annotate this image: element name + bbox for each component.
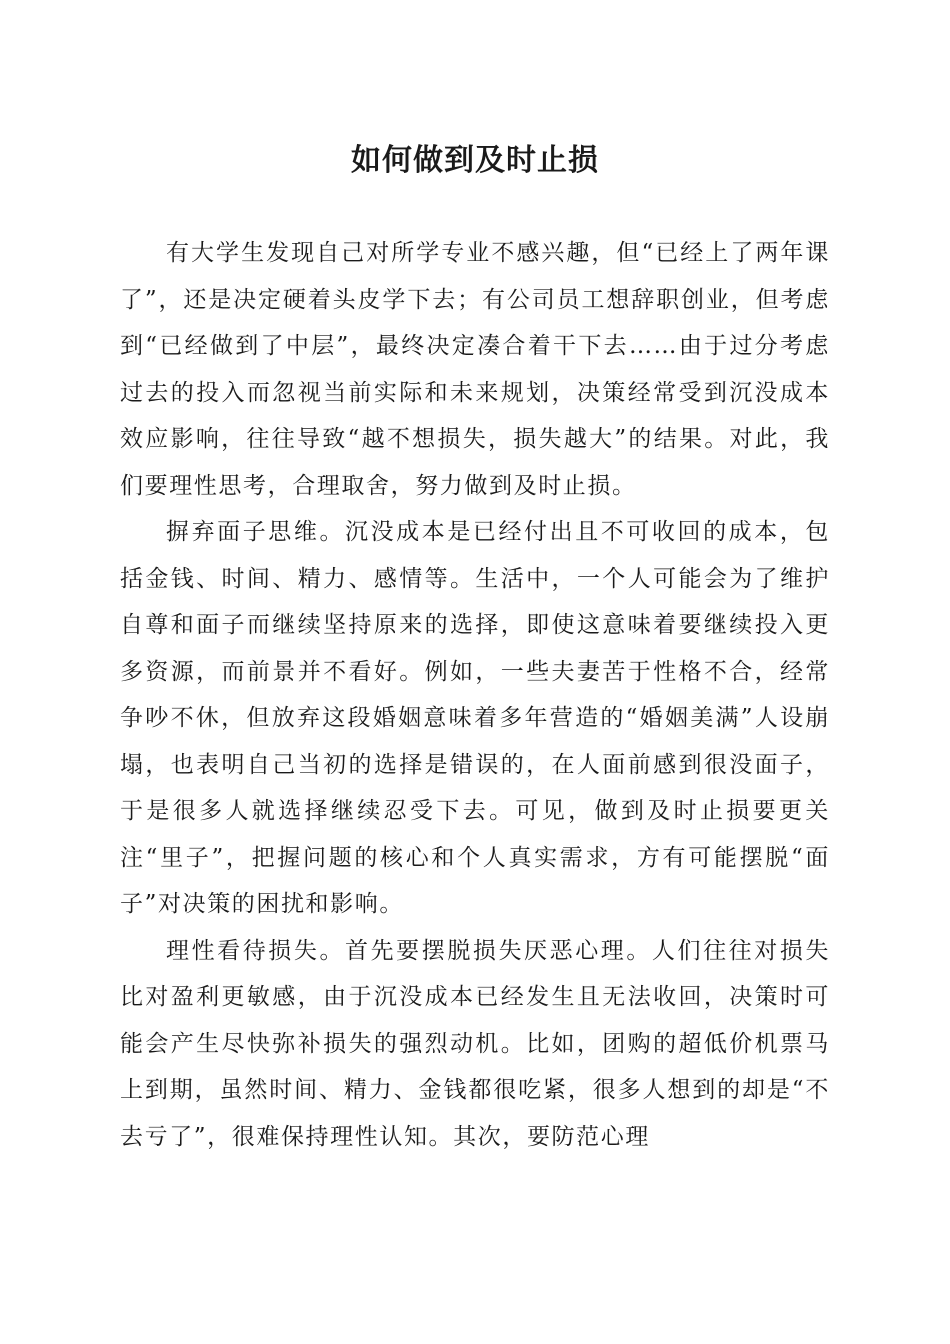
paragraph-intro: 有大学生发现自己对所学专业不感兴趣，但“已经上了两年课了”，还是决定硬着头皮学下去；有公司员工想辞职创业，但考虑到“已经做到了中层”，最终决定凑合着干下去……由于过分考虑过去的投入而忽视当前实际和未来规划，决策经常受到沉没成本效应影响，往往导致“越不想损失，损失越大”的结果。对此，我们要理性思考，合理取舍，努力做到及时止损。 [120,240,830,499]
paragraph-face-thinking: 摒弃面子思维。沉没成本是已经付出且不可收回的成本，包括金钱、时间、精力、感情等。生活中，一个人可能会为了维护自尊和面子而继续坚持原来的选择，即使这意味着要继续投入更多资源，而前景并不看好。例如，一些夫妻苦于性格不合，经常争吵不休，但放弃这段婚姻意味着多年营造的“婚姻美满”人设崩塌，也表明自己当初的选择是错误的，在人面前感到很没面子，于是很多人就选择继续忍受下去。可见，做到及时止损要更关注“里子”，把握问题的核心和个人真实需求，方有可能摆脱“面子”对决策的困扰和影响。 [120,519,830,917]
paragraph-rational-loss: 理性看待损失。首先要摆脱损失厌恶心理。人们往往对损失比对盈利更敏感，由于沉没成本已经发生且无法收回，决策时可能会产生尽快弥补损失的强烈动机。比如，团购的超低价机票马上到期，虽然时间、精力、金钱都很吃紧，很多人想到的却是“不去亏了”，很难保持理性认知。其次，要防范心理 [120,937,830,1150]
document-body [120,230,830,1160]
document-title: 如何做到及时止损 [351,143,599,178]
